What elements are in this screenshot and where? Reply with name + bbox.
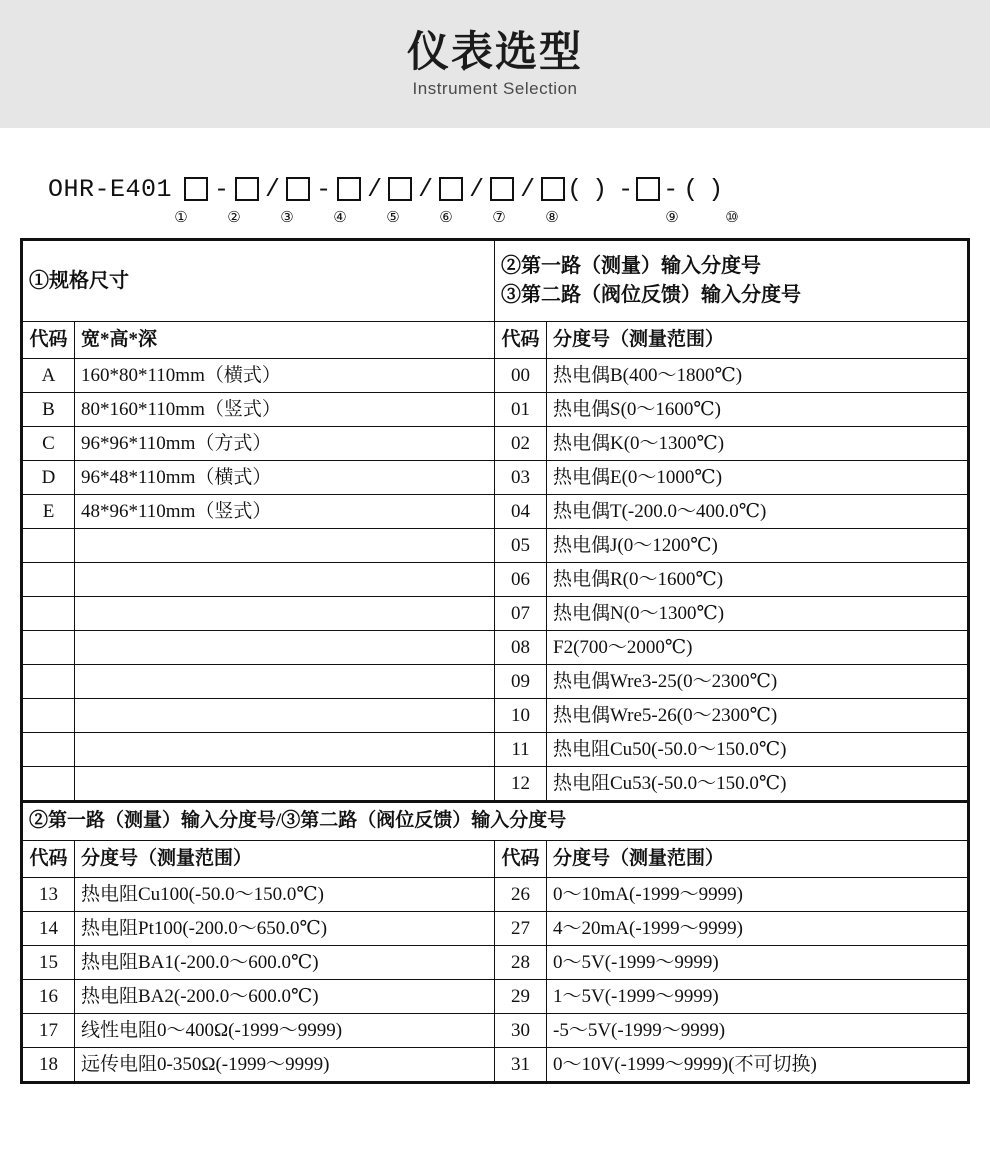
model-tail-close: ) xyxy=(708,174,730,204)
input-code: 03 xyxy=(495,461,547,495)
section-title-input-line2: ③第二路（阀位反馈）输入分度号 xyxy=(501,284,801,306)
input-code: 08 xyxy=(495,631,547,665)
input-value: 热电偶R(0～1600℃) xyxy=(547,563,968,597)
model-marker-3: ③ xyxy=(280,209,294,226)
model-box-7[interactable] xyxy=(490,177,514,201)
model-dash-2: - xyxy=(663,174,679,204)
table-row xyxy=(23,529,968,563)
col-header-code-left: 代码 xyxy=(23,322,75,359)
input-value-right: 1～5V(-1999～9999) xyxy=(547,980,968,1014)
model-box-3[interactable] xyxy=(286,177,310,201)
size-value: 96*48*110mm（横式） xyxy=(75,461,495,495)
input-value: 热电偶N(0～1300℃) xyxy=(547,597,968,631)
input-code-right: 26 xyxy=(495,878,547,912)
model-sep-5: / xyxy=(418,174,434,204)
input-value-right: -5～5V(-1999～9999) xyxy=(547,1014,968,1048)
size-value: 160*80*110mm（横式） xyxy=(75,359,495,393)
section-title-input-line1: ②第一路（测量）输入分度号 xyxy=(501,255,761,277)
size-value: 48*96*110mm（竖式） xyxy=(75,495,495,529)
table-header-row xyxy=(23,841,968,878)
input-value-left: 线性电阻0～400Ω(-1999～9999) xyxy=(75,1014,495,1048)
input-code: 12 xyxy=(495,767,547,801)
col-header-range: 分度号（测量范围） xyxy=(547,322,968,359)
input-value-left: 热电阻BA2(-200.0～600.0℃) xyxy=(75,980,495,1014)
input-code: 00 xyxy=(495,359,547,393)
table-row xyxy=(23,699,968,733)
spec-table-2 xyxy=(22,801,968,1082)
table-row xyxy=(23,802,968,841)
model-marker-7: ⑦ xyxy=(492,209,506,226)
page-banner xyxy=(0,0,990,128)
model-code-row xyxy=(48,172,990,206)
table-row xyxy=(23,912,968,946)
page-subtitle: Instrument Selection xyxy=(412,79,578,99)
input-value: 热电偶E(0～1000℃) xyxy=(547,461,968,495)
section-title-input-2: ②第一路（测量）输入分度号/③第二路（阀位反馈）输入分度号 xyxy=(23,802,968,841)
col-header-range-right-2: 分度号（测量范围） xyxy=(547,841,968,878)
input-code: 06 xyxy=(495,563,547,597)
input-value-right: 0～10mA(-1999～9999) xyxy=(547,878,968,912)
model-box-5[interactable] xyxy=(388,177,412,201)
model-marker-row xyxy=(48,206,990,228)
model-sep-2: / xyxy=(265,174,281,204)
table-row xyxy=(23,733,968,767)
table-row xyxy=(23,495,968,529)
table-row xyxy=(23,980,968,1014)
input-value: 热电偶S(0～1600℃) xyxy=(547,393,968,427)
section-title-input xyxy=(495,241,968,322)
model-sep-1: - xyxy=(214,174,230,204)
input-value: 热电偶K(0～1300℃) xyxy=(547,427,968,461)
input-code-right: 31 xyxy=(495,1048,547,1082)
input-value: 热电阻Cu50(-50.0～150.0℃) xyxy=(547,733,968,767)
model-box-6[interactable] xyxy=(439,177,463,201)
input-code-right: 30 xyxy=(495,1014,547,1048)
col-header-size: 宽*高*深 xyxy=(75,322,495,359)
input-value-right: 0～5V(-1999～9999) xyxy=(547,946,968,980)
model-sep-3: - xyxy=(316,174,332,204)
input-value: 热电偶J(0～1200℃) xyxy=(547,529,968,563)
size-code-empty xyxy=(23,529,75,563)
input-value: 热电偶Wre3-25(0～2300℃) xyxy=(547,665,968,699)
input-value-left: 热电阻Cu100(-50.0～150.0℃) xyxy=(75,878,495,912)
size-value-empty xyxy=(75,563,495,597)
input-value: 热电偶B(400～1800℃) xyxy=(547,359,968,393)
size-code-empty xyxy=(23,631,75,665)
input-value: 热电阻Cu53(-50.0～150.0℃) xyxy=(547,767,968,801)
size-value-empty xyxy=(75,767,495,801)
model-sep-6: / xyxy=(469,174,485,204)
model-marker-6: ⑥ xyxy=(439,209,453,226)
model-marker-2: ② xyxy=(227,209,241,226)
model-box-2[interactable] xyxy=(235,177,259,201)
spec-table-1-wrap xyxy=(20,238,970,803)
size-value-empty xyxy=(75,733,495,767)
input-code: 02 xyxy=(495,427,547,461)
col-header-range-left-2: 分度号（测量范围） xyxy=(75,841,495,878)
table-row xyxy=(23,241,968,322)
size-value-empty xyxy=(75,529,495,563)
table-header-row xyxy=(23,322,968,359)
table-row xyxy=(23,461,968,495)
table-row xyxy=(23,359,968,393)
input-code: 01 xyxy=(495,393,547,427)
table-row xyxy=(23,665,968,699)
input-value: 热电偶T(-200.0～400.0℃) xyxy=(547,495,968,529)
size-code: E xyxy=(23,495,75,529)
input-code-right: 28 xyxy=(495,946,547,980)
input-value: F2(700～2000℃) xyxy=(547,631,968,665)
input-code-left: 14 xyxy=(23,912,75,946)
table-row xyxy=(23,393,968,427)
input-code-left: 15 xyxy=(23,946,75,980)
table-row xyxy=(23,597,968,631)
table-row xyxy=(23,946,968,980)
input-code: 11 xyxy=(495,733,547,767)
model-marker-1: ① xyxy=(174,209,188,226)
input-code-left: 16 xyxy=(23,980,75,1014)
size-value-empty xyxy=(75,699,495,733)
input-code-left: 13 xyxy=(23,878,75,912)
model-paren-close: ) xyxy=(592,174,614,204)
size-value-empty xyxy=(75,597,495,631)
model-tail-open: ( xyxy=(683,174,705,204)
model-name: OHR-E401 xyxy=(48,174,173,204)
table-row xyxy=(23,631,968,665)
model-marker-8: ⑧ xyxy=(545,209,559,226)
input-code: 09 xyxy=(495,665,547,699)
input-code: 05 xyxy=(495,529,547,563)
input-code: 04 xyxy=(495,495,547,529)
input-code: 10 xyxy=(495,699,547,733)
size-value-empty xyxy=(75,631,495,665)
table-row xyxy=(23,563,968,597)
input-value-left: 热电阻BA1(-200.0～600.0℃) xyxy=(75,946,495,980)
input-value-left: 热电阻Pt100(-200.0～650.0℃) xyxy=(75,912,495,946)
model-box-8[interactable] xyxy=(541,177,565,201)
model-marker-10: ⑩ xyxy=(725,209,739,226)
table-row xyxy=(23,878,968,912)
size-code: D xyxy=(23,461,75,495)
col-header-code-right: 代码 xyxy=(495,322,547,359)
input-value-right: 0～10V(-1999～9999)(不可切换) xyxy=(547,1048,968,1082)
col-header-code-left-2: 代码 xyxy=(23,841,75,878)
input-code: 07 xyxy=(495,597,547,631)
page-title: 仪表选型 xyxy=(406,27,583,75)
size-code: C xyxy=(23,427,75,461)
model-box-1[interactable] xyxy=(184,177,208,201)
model-box-9[interactable] xyxy=(636,177,660,201)
model-code-area xyxy=(0,172,990,228)
table-row xyxy=(23,427,968,461)
input-value: 热电偶Wre5-26(0～2300℃) xyxy=(547,699,968,733)
size-value: 96*96*110mm（方式） xyxy=(75,427,495,461)
model-dash: - xyxy=(618,174,634,204)
size-value-empty xyxy=(75,665,495,699)
model-marker-5: ⑤ xyxy=(386,209,400,226)
size-code-empty xyxy=(23,767,75,801)
size-code-empty xyxy=(23,563,75,597)
input-value-right: 4～20mA(-1999～9999) xyxy=(547,912,968,946)
size-code-empty xyxy=(23,665,75,699)
input-value-left: 远传电阻0-350Ω(-1999～9999) xyxy=(75,1048,495,1082)
model-box-4[interactable] xyxy=(337,177,361,201)
col-header-code-right-2: 代码 xyxy=(495,841,547,878)
model-sep-4: / xyxy=(367,174,383,204)
table-row xyxy=(23,1014,968,1048)
size-code: A xyxy=(23,359,75,393)
size-value: 80*160*110mm（竖式） xyxy=(75,393,495,427)
model-sep-7: / xyxy=(520,174,536,204)
model-marker-9: ⑨ xyxy=(665,209,679,226)
section-title-size: ①规格尺寸 xyxy=(23,241,495,322)
table-row xyxy=(23,767,968,801)
spec-table-2-wrap xyxy=(20,801,970,1084)
spec-table-1 xyxy=(22,240,968,801)
input-code-left: 17 xyxy=(23,1014,75,1048)
model-paren-open: ( xyxy=(567,174,589,204)
input-code-right: 29 xyxy=(495,980,547,1014)
model-marker-4: ④ xyxy=(333,209,347,226)
size-code-empty xyxy=(23,733,75,767)
size-code-empty xyxy=(23,699,75,733)
size-code-empty xyxy=(23,597,75,631)
size-code: B xyxy=(23,393,75,427)
table-row xyxy=(23,1048,968,1082)
input-code-right: 27 xyxy=(495,912,547,946)
input-code-left: 18 xyxy=(23,1048,75,1082)
